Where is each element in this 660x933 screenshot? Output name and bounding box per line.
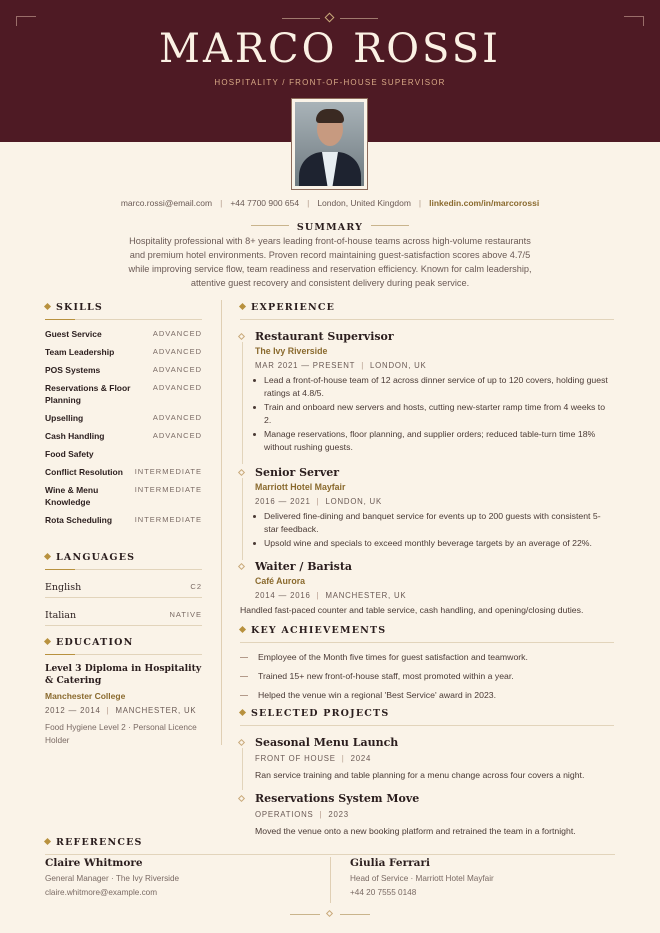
experience-title: EXPERIENCE — [251, 302, 336, 313]
timeline-diamond-icon — [238, 333, 245, 340]
contact-linkedin-link[interactable]: linkedin.com/in/marcorossi — [429, 198, 540, 208]
summary-title: SUMMARY — [296, 222, 364, 233]
project-item: Reservations System Move OPERATIONS | 2023 Moved the venue onto a new booking platform and retrained the team in a fortnight. — [240, 792, 614, 838]
timeline-diamond-icon — [238, 563, 245, 570]
achievement-item: Helped the venue win a regional 'Best Service' award in 2023. — [240, 690, 614, 700]
skill-row: Reservations & Floor Planning ADVANCED — [45, 383, 202, 405]
skill-row: Conflict Resolution INTERMEDIATE — [45, 467, 202, 477]
diamond-bullet-icon — [239, 709, 246, 716]
education-degree: Level 3 Diploma in Hospitality & Catering — [45, 663, 202, 686]
candidate-name: MARCO ROSSI — [159, 26, 501, 72]
education-meta: 2012 — 2014 | MANCHESTER, UK — [45, 706, 197, 715]
bullet-item: Lead a front-of-house team of 12 across dinner service of up to 120 covers, holding guest ratings at 4.8/5. — [240, 374, 614, 400]
candidate-headline: HOSPITALITY / FRONT-OF-HOUSE SUPERVISOR — [214, 78, 446, 87]
languages-title: LANGUAGES — [56, 552, 136, 563]
summary-heading — [0, 217, 660, 235]
diamond-bullet-icon — [44, 838, 51, 845]
language-row: Italian NATIVE — [45, 604, 202, 626]
diamond-bullet-icon — [239, 626, 246, 633]
diamond-bullet-icon — [239, 303, 246, 310]
references-divider — [330, 857, 331, 903]
education-school: Manchester College — [45, 691, 126, 701]
projects-title: SELECTED PROJECTS — [251, 708, 390, 719]
header-ornament — [282, 14, 378, 24]
profile-photo — [291, 98, 368, 190]
skill-row: Upselling ADVANCED — [45, 413, 202, 423]
education-title: EDUCATION — [56, 637, 134, 648]
reference-contact[interactable]: claire.whitmore@example.com — [45, 888, 158, 897]
experience-item: Senior Server Marriott Hotel Mayfair 2016 — 2021 | LONDON, UK Delivered fine-dining and banquet service for events up to 200 guests with consistent 5-star feedback. Upsold wine and specials to exceed monthly beverage targets by an average of 22%. — [240, 466, 614, 550]
achievement-item: Employee of the Month five times for guest satisfaction and teamwork. — [240, 652, 614, 662]
reference-contact[interactable]: +44 20 7555 0148 — [350, 888, 417, 897]
skills-section — [45, 302, 202, 526]
contact-row: marco.rossi@email.com | +44 7700 900 654 | London, United Kingdom | linkedin.com/in/marcorossi — [120, 198, 540, 208]
skill-row: Cash Handling ADVANCED — [45, 431, 202, 441]
skill-row: Team Leadership ADVANCED — [45, 347, 202, 357]
references-title: REFERENCES — [56, 837, 143, 848]
contact-email[interactable]: marco.rossi@email.com — [120, 198, 213, 208]
achievements-title: KEY ACHIEVEMENTS — [251, 625, 387, 636]
diamond-bullet-icon — [44, 303, 51, 310]
timeline-diamond-icon — [238, 795, 245, 802]
timeline-diamond-icon — [238, 739, 245, 746]
contact-phone[interactable]: +44 7700 900 654 — [230, 198, 300, 208]
education-note: Food Hygiene Level 2 · Personal Licence Holder — [45, 722, 197, 745]
bullet-item: Train and onboard new servers and hosts, cutting new-starter ramp time from 4 weeks to 2. — [240, 401, 614, 427]
corner-ornament-icon — [16, 16, 36, 26]
project-item: Seasonal Menu Launch FRONT OF HOUSE | 2024 Ran service training and table planning for a menu change across four covers a night. — [240, 736, 614, 782]
skills-title: SKILLS — [56, 302, 103, 313]
timeline-diamond-icon — [238, 469, 245, 476]
achievement-item: Trained 15+ new front-of-house staff, most promoted within a year. — [240, 671, 614, 681]
contact-location: London, United Kingdom — [317, 198, 411, 208]
skill-row: POS Systems ADVANCED — [45, 365, 202, 375]
skill-row: Food Safety — [45, 449, 94, 459]
skill-row: Guest Service ADVANCED — [45, 329, 202, 339]
bullet-item: Upsold wine and specials to exceed monthly beverage targets by an average of 22%. — [240, 537, 614, 550]
education-section — [45, 637, 202, 747]
summary-text: Hospitality professional with 8+ years leading front-of-house teams across high-volume restaurants and premium hotel environments. Proven record maintaining guest-satisfaction scores above 4.7/5 while improving service flow, team readiness and reservation efficiency. Known for calm leadership, attentive guest recovery and consistent delivery during peak service. — [128, 236, 532, 288]
projects-section — [240, 708, 614, 838]
language-row: English C2 — [45, 576, 202, 598]
references-section — [45, 837, 615, 897]
experience-item: Restaurant Supervisor The Ivy Riverside MAR 2021 — PRESENT | LONDON, UK Lead a front-of-house team of 12 across dinner service of up to 120 covers, holding guest ratings at 4.8/5. Train and onboard new servers and hosts, cutting new-starter ramp time from 4 weeks to 2. Manage reservations, floor planning, and supplier orders; reduced table-turn time 18% without rushing guests. — [240, 330, 614, 454]
skill-row: Rota Scheduling INTERMEDIATE — [45, 515, 202, 525]
diamond-bullet-icon — [44, 638, 51, 645]
languages-section — [45, 552, 202, 626]
bullet-item: Delivered fine-dining and banquet service for events up to 200 guests with consistent 5-star feedback. — [240, 510, 614, 536]
bullet-item: Manage reservations, floor planning, and supplier orders; reduced table-turn time 18% without rushing guests. — [240, 428, 614, 454]
reference-card: Claire Whitmore General Manager · The Ivy Riverside claire.whitmore@example.com — [45, 857, 295, 897]
diamond-bullet-icon — [44, 553, 51, 560]
reference-card: Giulia Ferrari Head of Service · Marriott Hotel Mayfair +44 20 7555 0148 — [350, 857, 600, 897]
achievements-section — [240, 625, 614, 700]
experience-item: Waiter / Barista Café Aurora 2014 — 2016 | MANCHESTER, UK Handled fast-paced counter and table service, cash handling, and opening/closing duties. — [240, 560, 614, 617]
column-divider — [221, 300, 222, 745]
footer-ornament — [290, 910, 370, 920]
experience-section — [240, 302, 614, 617]
skill-row: Wine & Menu Knowledge INTERMEDIATE — [45, 485, 202, 507]
corner-ornament-icon — [624, 16, 644, 26]
